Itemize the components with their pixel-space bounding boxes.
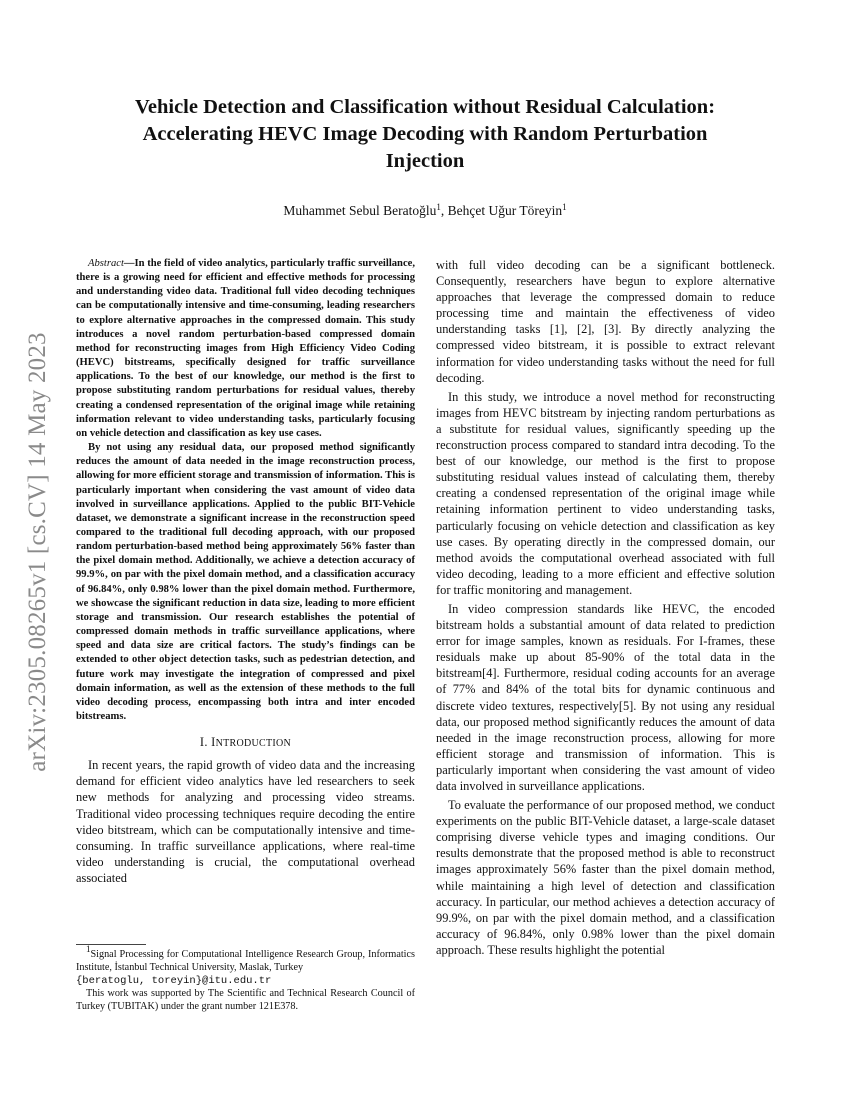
- footnote-email: {beratoglu, toreyin}@itu.edu.tr: [76, 974, 272, 987]
- section-heading: [76, 734, 415, 752]
- abstract-paragraph: [76, 257, 415, 441]
- left-column: [76, 257, 415, 886]
- abstract-text: In the field of video analytics, particularly traffic surveillance, there is a growing need for efficient and effective methods for processing and understanding video data. Traditional full video decoding techniques can be computationally intensive and time-consuming, leading researchers to explore alternative approaches in the compressed domain. This study introduces a novel random perturbation-based compressed domain method for reconstructing images from High Efficiency Video Coding (HEVC) bitstreams, specifically designed for traffic surveillance applications. To the best of our knowledge, our method is the first to propose substituting random perturbations for residual values, thereby creating a condensed representation of the original image while retaining information relevant to video understanding tasks, particularly focusing on vehicle detection and classification as key use cases.: [76, 258, 415, 439]
- abstract-paragraph: By not using any residual data, our proposed method significantly reduces the amount of data needed in the image reconstruction process, allowing for more efficient storage and transmission of information. This is particularly important when considering the vast amount of video data involved in surveillance applications. Applied to the public BIT-Vehicle dataset, we demonstrate a significant increase in the reconstruction speed compared to the traditional full decoding approach, with our proposed random perturbation-based method being approximately 56% faster than the pixel domain method. Additionally, we achieve a detection accuracy of 99.9%, on par with the pixel domain method, and a classification accuracy of 96.84%, only 0.98% lower than the pixel domain method. Furthermore, we showcase the significant reduction in data size, leading to more efficient storage and transmission. Our research establishes the potential of compressed domain methods in traffic surveillance applications, where speed and data size are critical factors. The study’s findings can be extended to other object detection tasks, such as pedestrian detection, and future work may investigate the integration of compressed and pixel domain information, as well as the extension of these methods to the full video decoding process, encompassing both intra and inter encoded bitstreams.: [76, 442, 415, 722]
- abstract-dash: —: [123, 258, 135, 269]
- author-name: Behçet Uğur Töreyin: [447, 203, 563, 218]
- affiliation-mark: 1: [436, 202, 441, 212]
- affiliation-mark: 1: [562, 202, 567, 212]
- footnote-funding: This work was supported by The Scientific and Technical Research Council of Turkey (TUBITAK) under the grant number 121E378.: [76, 987, 415, 1012]
- body-paragraph: In this study, we introduce a novel method for reconstructing images from HEVC bitstream by injecting random perturbations as a substitute for residual values, significantly speeding up the reconstruction process compared to standard intra decoding. To the best of our knowledge, our method is the first to propose substituting residual values instead of calculating them, thereby creating a condensed representation of the original image while retaining information pertinent to video understanding tasks, particularly focusing on vehicle detection and classification as key use cases. By operating directly in the compressed domain, our method avoids the computational overhead associated with full video decoding, leading to a more efficient and effective solution for traffic monitoring and management.: [436, 389, 775, 597]
- body-paragraph: with full video decoding can be a significant bottleneck. Consequently, researchers have begun to explore alternative approaches that leverage the compressed domain to reduce processing time and maintain the effectiveness of video understanding tasks [1], [2], [3]. By directly analyzing the compressed video bitstream, it is possible to extract relevant information for video understanding tasks without the need for full decoding.: [436, 258, 775, 385]
- body-paragraph: To evaluate the performance of our proposed method, we conduct experiments on the public BIT-Vehicle dataset, a large-scale dataset comprising diverse vehicle types and imaging conditions. Our results demonstrate that the proposed method is able to reconstruct images approximately 56% faster than the pixel domain method, while maintaining a high level of detection and classification accuracy. In particular, our method achieves a detection accuracy of 99.9%, on par with the pixel domain method, and a classification accuracy of 96.84%, only 0.98% lower than the pixel domain approach. These results highlight the potential: [436, 798, 775, 957]
- body-paragraph: In video compression standards like HEVC, the encoded bitstream holds a substantial amount of data related to prediction error for image samples, known as residuals. For I-frames, these residuals make up about 85-90% of the total data in the bitstream[4]. Furthermore, residual coding accounts for an average of 77% and 84% of the total bits for dynamic continuous and discrete video textures, respectively[5]. By not using any residual data, our proposed method significantly reduces the amount of data needed in the image reconstruction process, allowing for more efficient storage and transmission of information. This is particularly important when considering the vast amount of video data involved in surveillance applications.: [436, 601, 775, 793]
- paper-title: [95, 94, 755, 175]
- footnotes: [76, 944, 415, 1014]
- footnote-affiliation-text: Signal Processing for Computational Intelligence Research Group, Informatics Institute, İstanbul Technical University, Maslak, Turkey: [76, 949, 415, 973]
- right-column: [436, 257, 775, 958]
- title-line: Accelerating HEVC Image Decoding with Random Perturbation: [142, 123, 708, 145]
- section-title-initial: I: [211, 735, 216, 750]
- author-separator: ,: [440, 203, 448, 218]
- title-line: Vehicle Detection and Classification without Residual Calculation:: [134, 96, 716, 118]
- footnote-affiliation: [76, 944, 415, 988]
- title-line: Injection: [385, 150, 465, 172]
- author-list: [95, 203, 755, 219]
- abstract-label: Abstract: [88, 258, 124, 269]
- footnote-mark: 1: [86, 944, 91, 954]
- body-paragraph: In recent years, the rapid growth of video data and the increasing demand for efficient video analytics have led researchers to seek new methods for analyzing and processing video streams. Traditional video processing techniques require decoding the entire video bitstream, which can be computationally intensive and time-consuming. In traffic surveillance applications, where real-time video understanding is crucial, the computational overhead associated: [76, 758, 415, 885]
- section-number: I.: [199, 735, 208, 750]
- section-title-rest: NTRODUCTION: [215, 738, 292, 750]
- arxiv-identifier-text: arXiv:2305.08265v1 [cs.CV] 14 May 2023: [24, 332, 51, 772]
- author-name: Muhammet Sebul Beratoğlu: [283, 203, 437, 218]
- arxiv-identifier-stamp: [21, 262, 55, 842]
